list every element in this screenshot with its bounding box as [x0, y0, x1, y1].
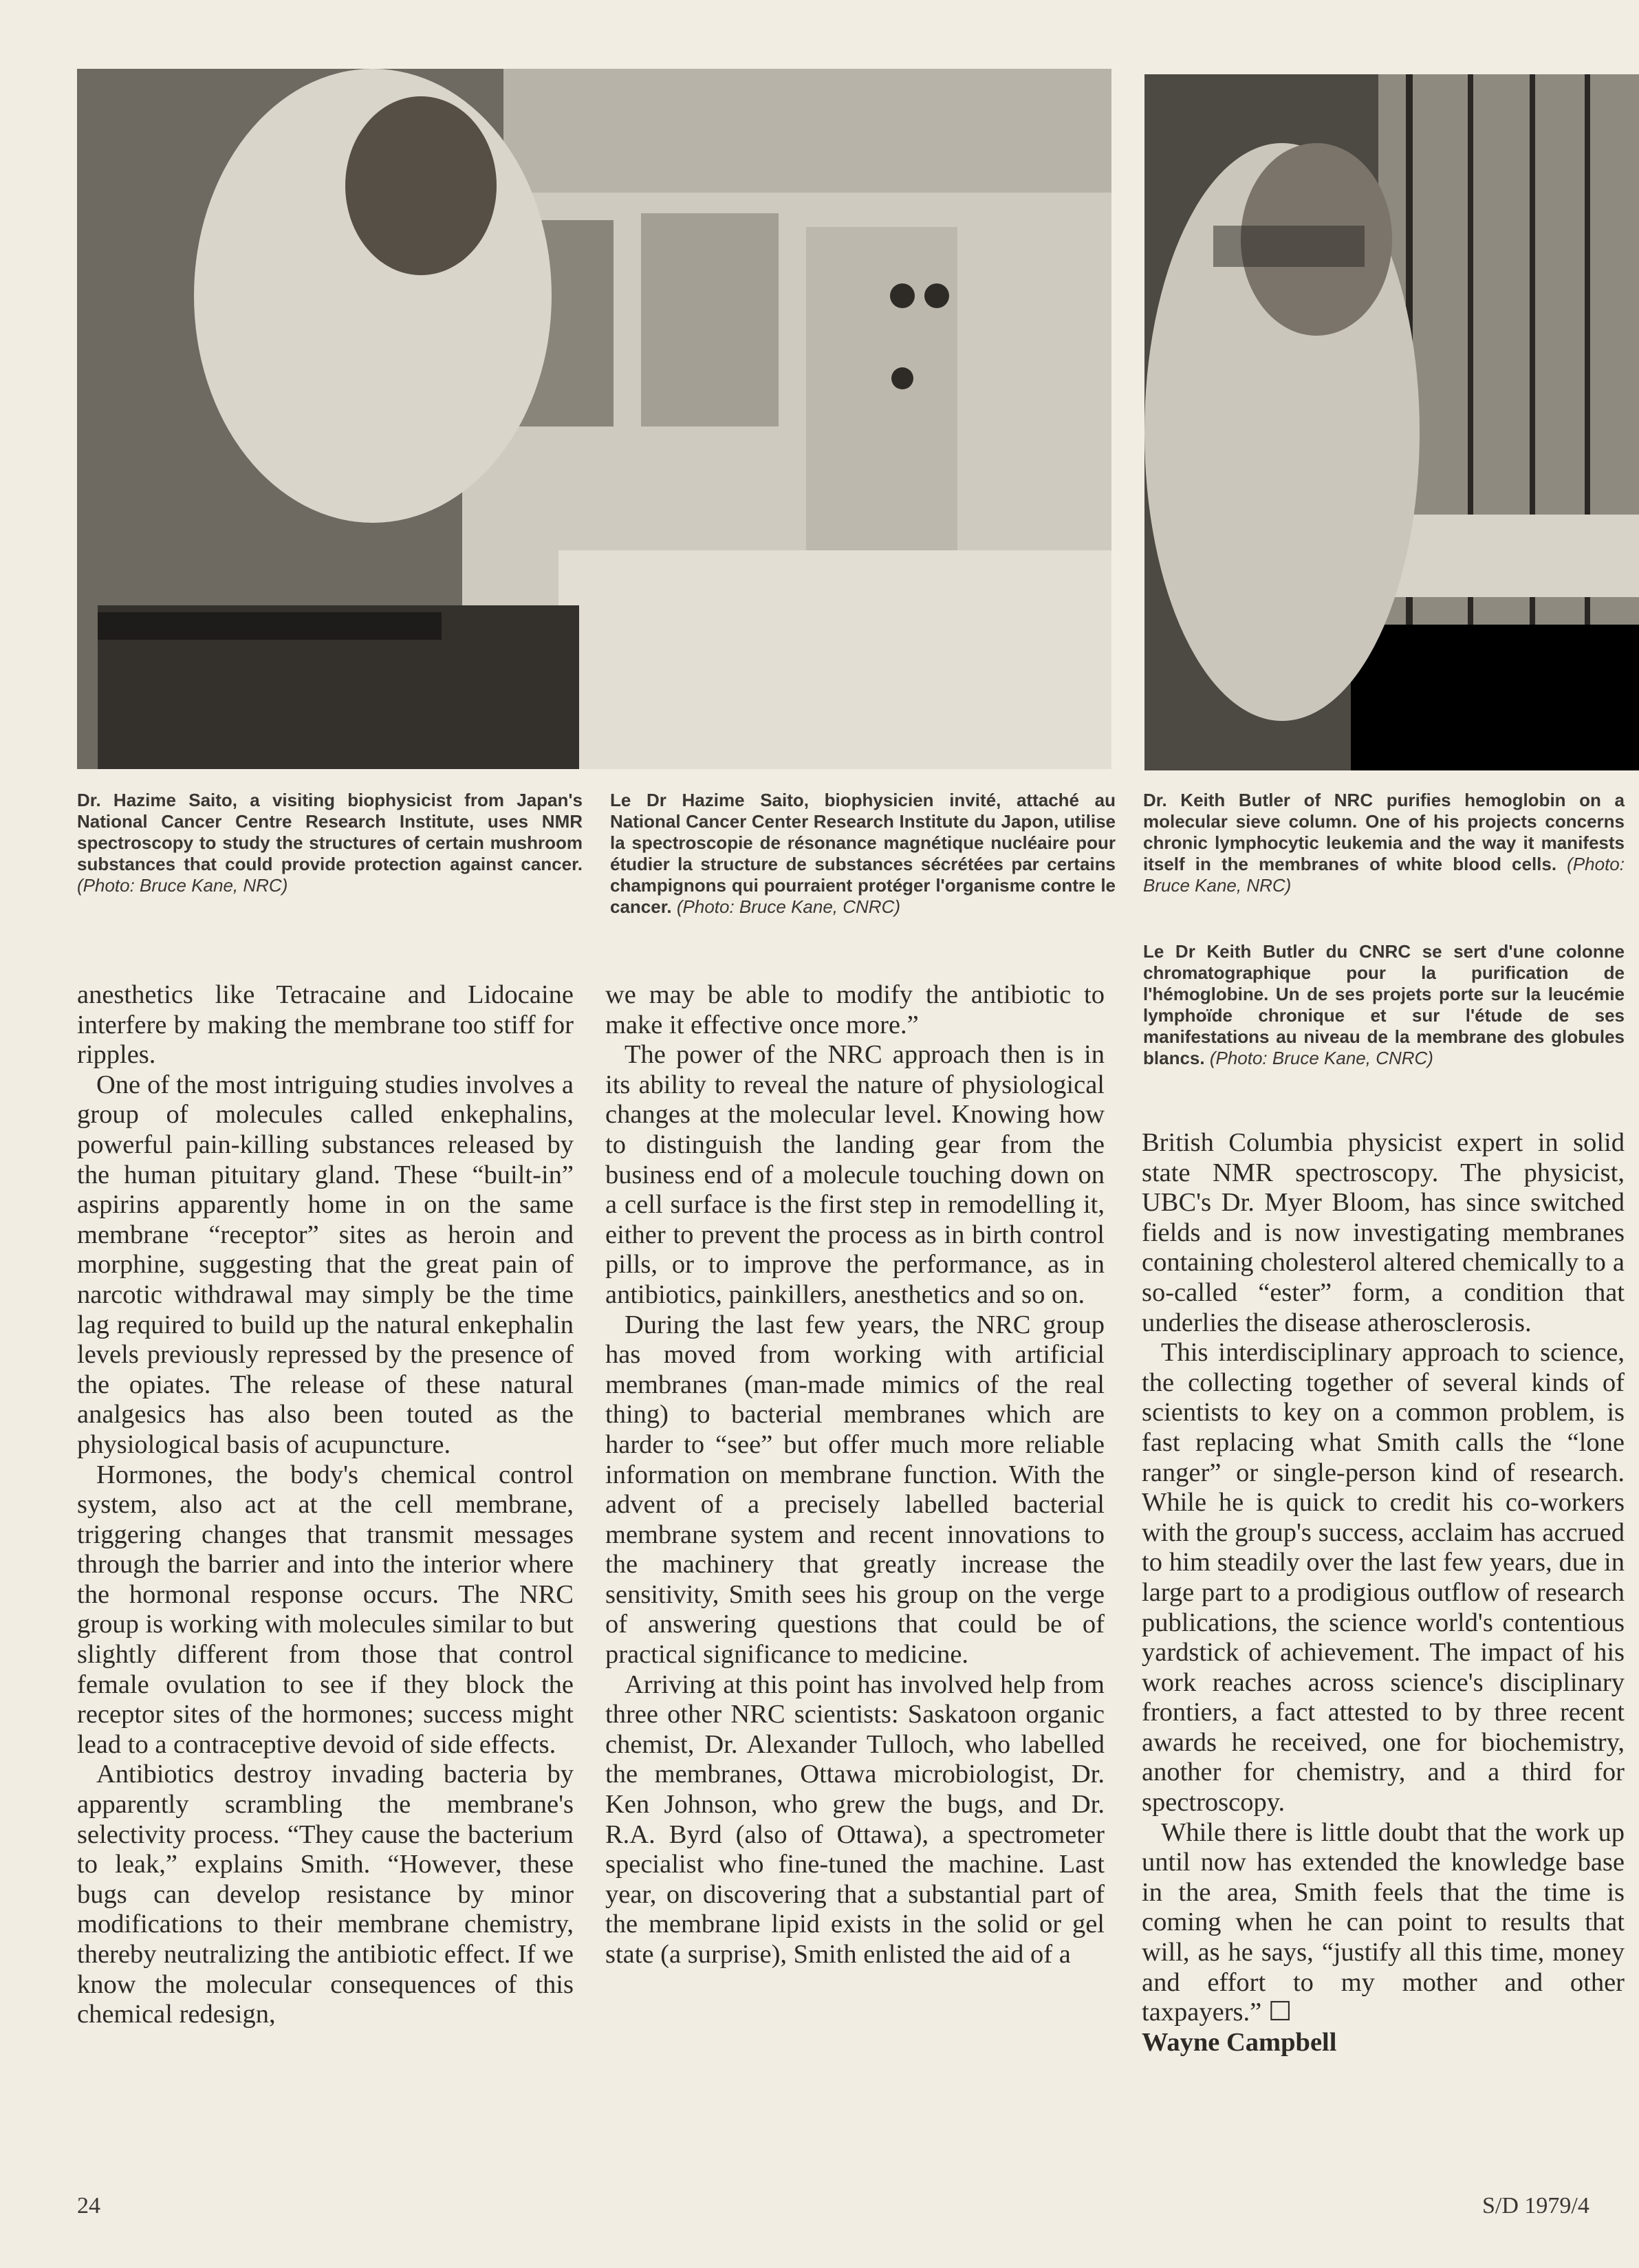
- caption-saito-fr: [610, 790, 1116, 918]
- paragraph: The power of the NRC approach then is in its ability to reveal the nature of physiological changes at the molecular level. Knowing how to distinguish the landing gear from the business end of a molecule touching down on a cell surface is the first step in remodelling it, either to prevent the process as in birth control pills, or to improve the performance, as in antibiotics, painkillers, anesthetics and so on.: [605, 1040, 1105, 1309]
- paragraph: we may be able to modify the antibiotic to make it effective once more.”: [605, 980, 1105, 1039]
- photo-nmr-console: [77, 69, 1111, 769]
- paragraph: Arriving at this point has involved help from three other NRC scientists: Saskatoon organic chemist, Dr. Alexander Tulloch, who labelled the membranes, Ottawa microbiologist, Dr. Ken Johnson, who grew the bugs, and Dr. R.A. Byrd (also of Ottawa), a spectrometer specialist who fine-tuned the machine. Last year, on discovering that a substantial part of the membrane lipid exists in the solid or gel state (a surprise), Smith enlisted the aid of a: [605, 1670, 1105, 1969]
- paragraph: During the last few years, the NRC group has moved from working with artificial membranes (man-made mimics of the real thing) to bacterial membranes which are harder to “see” but offer much more reliable information on membrane function. With the advent of a precisely labelled bacterial membrane system and recent innovations to the machinery that greatly increase the sensitivity, Smith sees his group on the verge of answering questions that could be of practical significance to medicine.: [605, 1310, 1105, 1670]
- article-column-1: [77, 980, 574, 2030]
- photo-chromatography: [1144, 74, 1639, 770]
- caption-text: Dr. Hazime Saito, a visiting biophysicist from Japan's National Cancer Centre Research Institute, uses NMR spectroscopy to study the structures of certain mushroom substances that could provide protection against cancer.: [77, 790, 583, 874]
- paragraph: British Columbia physicist expert in solid state NMR spectroscopy. The physicist, UBC's Dr. Myer Bloom, has since switched fields and is now investigating membranes containing cholesterol altered chemically to a so-called “ester” form, a condition that underlies the disease atherosclerosis.: [1142, 1128, 1625, 1337]
- page-number: 24: [77, 2193, 100, 2218]
- paragraph: Antibiotics destroy invading bacteria by apparently scrambling the membrane's selectivity process. “They cause the bacterium to leak,” explains Smith. “However, these bugs can develop resistance by minor modifications to their membrane chemistry, thereby neutralizing the antibiotic effect. If we know the molecular consequences of this chemical redesign,: [77, 1760, 574, 2029]
- photo-credit: (Photo: Bruce Kane, CNRC): [676, 896, 901, 917]
- photo-credit: (Photo: Bruce Kane, CNRC): [1209, 1048, 1433, 1068]
- caption-text: Le Dr Keith Butler du CNRC se sert d'une colonne chromatographique pour la purification de l'hémoglobine. Un de ses projets porte sur la leucémie lymphoïde chronique et sur l'étude de ses manifestations au niveau de la membrane des globules blancs.: [1143, 941, 1625, 1068]
- paragraph: Hormones, the body's chemical control system, also act at the cell membrane, triggering changes that transmit messages through the barrier and into the interior where the hormonal response occurs. The NRC group is working with molecules similar to but slightly different from those that control female ovulation to see if they block the receptor sites of the hormones; success might lead to a contraceptive devoid of side effects.: [77, 1460, 574, 1759]
- paragraph: While there is little doubt that the work up until now has extended the knowledge base in the area, Smith feels that the time is coming when he can point to results that will, as he says, “justify all this time, money and effort to my mother and other taxpayers.” ☐: [1142, 1817, 1625, 2027]
- photo-credit: (Photo: Bruce Kane, NRC): [1143, 854, 1625, 896]
- caption-saito-en: [77, 790, 583, 896]
- paragraph: This interdisciplinary approach to science, the collecting together of several kinds of scientists to key on a common problem, is fast replacing what Smith calls the “lone ranger” or single-person kind of research. While he is quick to credit his co-workers with the group's success, acclaim has accrued to him steadily over the last few years, due in large part to a prodigious outflow of research publications, the science world's contentious yardstick of achievement. The impact of his work reaches across science's disciplinary frontiers, a fact attested to by three recent awards he received, one for biochemistry, another for chemistry, and a third for spectroscopy.: [1142, 1338, 1625, 1817]
- caption-butler-fr: [1143, 941, 1625, 1069]
- caption-butler-en: [1143, 790, 1625, 896]
- paragraph: anesthetics like Tetracaine and Lidocaine interfere by making the membrane too stiff for ripples.: [77, 980, 574, 1070]
- article-column-2: [605, 980, 1105, 1970]
- article-column-3: [1142, 1128, 1625, 2058]
- caption-text: Le Dr Hazime Saito, biophysicien invité, attaché au National Cancer Center Research Institute du Japon, utilise la spectroscopie de résonance magnétique nucléaire pour étudier la structure de substances sécrétées par certains champignons qui pourraient protéger l'organisme contre le cancer.: [610, 790, 1116, 917]
- paragraph: One of the most intriguing studies involves a group of molecules called enkephalins, powerful pain-killing substances released by the human pituitary gland. These “built-in” aspirins apparently home in on the same membrane “receptor” sites as heroin and morphine, suggesting that the great pain of narcotic withdrawal may simply be the time lag required to build up the natural enkephalin levels previously repressed by the presence of the opiates. The release of these natural analgesics has also been touted as the physiological basis of acupuncture.: [77, 1070, 574, 1459]
- author-byline: Wayne Campbell: [1142, 2027, 1337, 2057]
- caption-text: Dr. Keith Butler of NRC purifies hemoglobin on a molecular sieve column. One of his projects concerns chronic lymphocytic leukemia and the way it manifests itself in the membranes of white blood cells.: [1143, 790, 1625, 874]
- issue-label: S/D 1979/4: [1482, 2193, 1589, 2218]
- photo-credit: (Photo: Bruce Kane, NRC): [77, 875, 288, 896]
